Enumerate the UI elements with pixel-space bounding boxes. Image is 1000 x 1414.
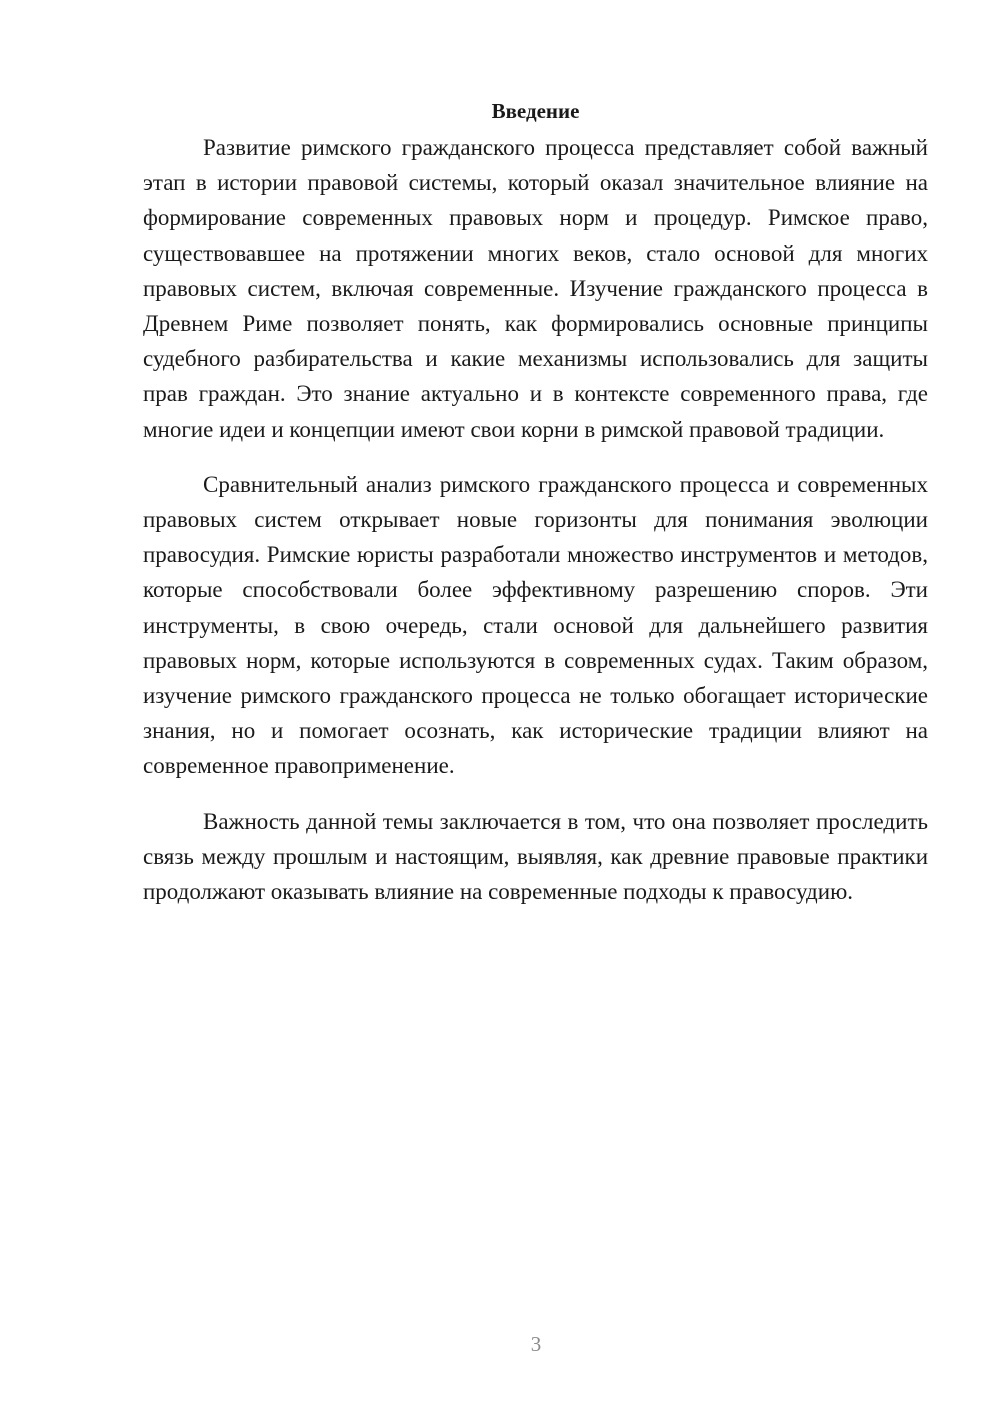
section-heading: Введение — [491, 99, 580, 123]
page-number: 3 — [530, 1332, 542, 1356]
paragraph-1: Развитие римского гражданского процесса представляет собой важный этап в истории правовой системы, который оказал значительное влияние на формирование современных правовых норм и процедур. Римское право, существовавшее на протяжении многих веков, стало основой для многих правовых систем, включая современные. Изучение гражданского процесса в Древнем Риме позволяет понять, как формировались основные принципы судебного разбирательства и какие механизмы использовались для защиты прав граждан. Это знание актуально и в контексте современного права, где многие идеи и концепции имеют свои корни в римской правовой традиции. — [143, 135, 928, 442]
paragraph-3: Важность данной темы заключается в том, что она позволяет проследить связь между прошлым и настоящим, выявляя, как древние правовые практики продолжают оказывать влияние на современные подходы к правосудию. — [143, 808, 928, 905]
page-content — [143, 96, 928, 929]
paragraph-2: Сравнительный анализ римского гражданского процесса и современных правовых систем открывает новые горизонты для понимания эволюции правосудия. Римские юристы разработали множество инструментов и методов, которые способствовали более эффективному разрешению споров. Эти инструменты, в свою очередь, стали основой для дальнейшего развития правовых норм, которые используются в современных судах. Таким образом, изучение римского гражданского процесса не только обогащает исторические знания, но и помогает осознать, как исторические традиции влияют на современное правоприменение. — [143, 471, 928, 779]
